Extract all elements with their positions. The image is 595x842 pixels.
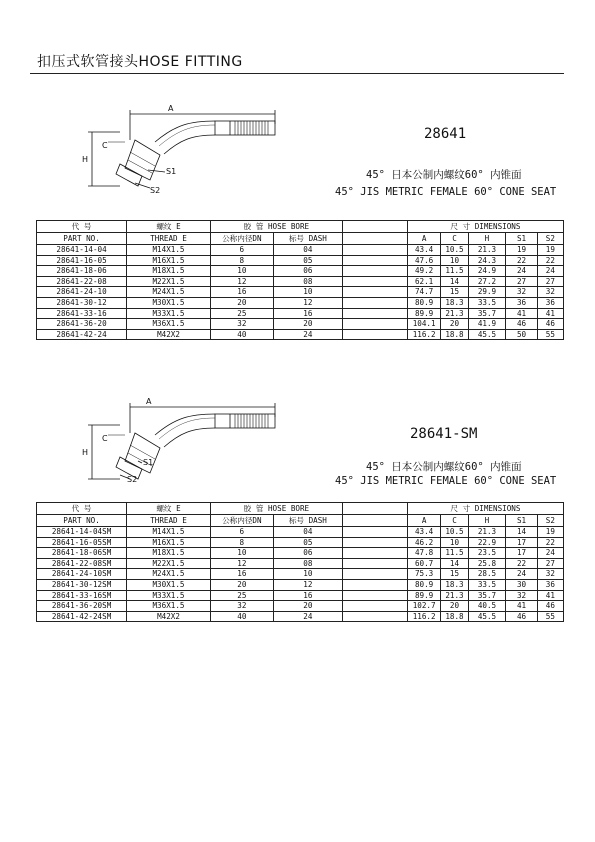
cell-dn: 10 bbox=[210, 548, 273, 559]
spacer-cell bbox=[342, 319, 407, 330]
cell-h: 40.5 bbox=[468, 601, 506, 612]
cell-dn: 16 bbox=[210, 569, 273, 580]
cell-dash: 08 bbox=[273, 276, 342, 287]
cell-s1: 50 bbox=[506, 329, 537, 340]
table-subheader-row bbox=[37, 515, 564, 527]
header-s2: S2 bbox=[537, 515, 563, 527]
table-row bbox=[37, 329, 564, 340]
cell-thread: M42X2 bbox=[127, 611, 211, 622]
cell-s1: 30 bbox=[506, 579, 537, 590]
header-spacer bbox=[342, 515, 407, 527]
table-row bbox=[37, 276, 564, 287]
table-row bbox=[37, 287, 564, 298]
cell-dash: 06 bbox=[273, 548, 342, 559]
cell-a: 74.7 bbox=[407, 287, 441, 298]
cell-s1: 17 bbox=[506, 548, 537, 559]
cell-part-no: 28641-18-06 bbox=[37, 266, 127, 277]
dim-h-label: H bbox=[82, 448, 89, 457]
cell-a: 60.7 bbox=[407, 558, 441, 569]
cell-s1: 17 bbox=[506, 537, 537, 548]
dim-s2-label: S2 bbox=[150, 186, 161, 195]
cell-dn: 20 bbox=[210, 297, 273, 308]
cell-part-no: 28641-18-06SM bbox=[37, 548, 127, 559]
cell-h: 29.9 bbox=[468, 287, 506, 298]
header-thread: 螺纹 E bbox=[127, 221, 211, 233]
cell-s1: 27 bbox=[506, 276, 537, 287]
header-part-no: PART NO. bbox=[37, 233, 127, 245]
cell-thread: M36X1.5 bbox=[127, 319, 211, 330]
cell-dn: 8 bbox=[210, 255, 273, 266]
table-row bbox=[37, 297, 564, 308]
description-en: 45° JIS METRIC FEMALE 60° CONE SEAT bbox=[335, 186, 557, 198]
dim-s1-label: S1 bbox=[166, 167, 177, 176]
cell-part-no: 28641-22-08SM bbox=[37, 558, 127, 569]
spacer-cell bbox=[342, 611, 407, 622]
cell-c: 11.5 bbox=[441, 266, 468, 277]
cell-thread: M33X1.5 bbox=[127, 590, 211, 601]
cell-h: 22.9 bbox=[468, 537, 506, 548]
cell-s1: 32 bbox=[506, 287, 537, 298]
cell-thread: M24X1.5 bbox=[127, 569, 211, 580]
cell-a: 102.7 bbox=[407, 601, 441, 612]
cell-dn: 6 bbox=[210, 245, 273, 256]
cell-s1: 24 bbox=[506, 569, 537, 580]
cell-dn: 6 bbox=[210, 527, 273, 538]
cell-s2: 41 bbox=[537, 308, 563, 319]
cell-dn: 16 bbox=[210, 287, 273, 298]
spacer-cell bbox=[342, 579, 407, 590]
cell-dn: 25 bbox=[210, 308, 273, 319]
page-title: 扣压式软管接头HOSE FITTING bbox=[37, 54, 243, 70]
header-thread: 螺纹 E bbox=[127, 503, 211, 515]
cell-thread: M24X1.5 bbox=[127, 287, 211, 298]
cell-a: 80.9 bbox=[407, 579, 441, 590]
cell-thread: M30X1.5 bbox=[127, 297, 211, 308]
cell-thread: M16X1.5 bbox=[127, 255, 211, 266]
cell-dash: 04 bbox=[273, 245, 342, 256]
table-subheader-row bbox=[37, 233, 564, 245]
cell-c: 15 bbox=[441, 569, 468, 580]
description-cn: 45° 日本公制内螺纹60° 内锥面 bbox=[366, 461, 522, 473]
table-row bbox=[37, 611, 564, 622]
cell-c: 14 bbox=[441, 276, 468, 287]
cell-thread: M22X1.5 bbox=[127, 276, 211, 287]
cell-s2: 46 bbox=[537, 319, 563, 330]
cell-c: 20 bbox=[441, 601, 468, 612]
cell-s1: 14 bbox=[506, 527, 537, 538]
cell-thread: M18X1.5 bbox=[127, 548, 211, 559]
cell-a: 80.9 bbox=[407, 297, 441, 308]
header-code: 代 号 bbox=[37, 221, 127, 233]
cell-a: 47.8 bbox=[407, 548, 441, 559]
cell-c: 14 bbox=[441, 558, 468, 569]
cell-dash: 10 bbox=[273, 569, 342, 580]
table-row bbox=[37, 548, 564, 559]
cell-dash: 05 bbox=[273, 255, 342, 266]
cell-h: 21.3 bbox=[468, 245, 506, 256]
cell-h: 35.7 bbox=[468, 308, 506, 319]
cell-dash: 12 bbox=[273, 579, 342, 590]
cell-dn: 8 bbox=[210, 537, 273, 548]
cell-part-no: 28641-14-04 bbox=[37, 245, 127, 256]
cell-a: 46.2 bbox=[407, 537, 441, 548]
cell-s1: 36 bbox=[506, 297, 537, 308]
cell-s2: 22 bbox=[537, 255, 563, 266]
cell-c: 21.3 bbox=[441, 308, 468, 319]
spacer-cell bbox=[342, 590, 407, 601]
cell-dash: 10 bbox=[273, 287, 342, 298]
cell-h: 45.5 bbox=[468, 611, 506, 622]
spacer-cell bbox=[342, 548, 407, 559]
description-en: 45° JIS METRIC FEMALE 60° CONE SEAT bbox=[335, 475, 557, 487]
cell-dash: 06 bbox=[273, 266, 342, 277]
cell-part-no: 28641-22-08 bbox=[37, 276, 127, 287]
cell-s2: 32 bbox=[537, 569, 563, 580]
spacer-cell bbox=[342, 537, 407, 548]
table-row bbox=[37, 245, 564, 256]
cell-a: 104.1 bbox=[407, 319, 441, 330]
cell-dash: 24 bbox=[273, 611, 342, 622]
description-cn: 45° 日本公制内螺纹60° 内锥面 bbox=[366, 169, 522, 181]
cell-c: 11.5 bbox=[441, 548, 468, 559]
spacer-cell bbox=[342, 569, 407, 580]
cell-h: 41.9 bbox=[468, 319, 506, 330]
table-row bbox=[37, 579, 564, 590]
dim-c-label: C bbox=[102, 434, 108, 443]
cell-dn: 12 bbox=[210, 558, 273, 569]
spacer-cell bbox=[342, 308, 407, 319]
cell-thread: M33X1.5 bbox=[127, 308, 211, 319]
spacer-cell bbox=[342, 527, 407, 538]
header-h: H bbox=[468, 233, 506, 245]
header-spacer bbox=[342, 221, 407, 233]
cell-h: 45.5 bbox=[468, 329, 506, 340]
cell-h: 35.7 bbox=[468, 590, 506, 601]
cell-s2: 55 bbox=[537, 329, 563, 340]
cell-part-no: 28641-24-10SM bbox=[37, 569, 127, 580]
spacer-cell bbox=[342, 255, 407, 266]
header-c: C bbox=[441, 515, 468, 527]
cell-part-no: 28641-42-24 bbox=[37, 329, 127, 340]
cell-c: 18.3 bbox=[441, 579, 468, 590]
cell-thread: M30X1.5 bbox=[127, 579, 211, 590]
cell-dash: 04 bbox=[273, 527, 342, 538]
cell-dn: 10 bbox=[210, 266, 273, 277]
cell-s2: 41 bbox=[537, 590, 563, 601]
spec-table-1 bbox=[36, 220, 564, 340]
spacer-cell bbox=[342, 329, 407, 340]
cell-s1: 32 bbox=[506, 590, 537, 601]
cell-a: 47.6 bbox=[407, 255, 441, 266]
cell-a: 43.4 bbox=[407, 245, 441, 256]
cell-a: 43.4 bbox=[407, 527, 441, 538]
cell-s2: 36 bbox=[537, 579, 563, 590]
cell-part-no: 28641-30-12SM bbox=[37, 579, 127, 590]
header-dash: 标号 DASH bbox=[273, 233, 342, 245]
cell-dash: 16 bbox=[273, 308, 342, 319]
cell-c: 20 bbox=[441, 319, 468, 330]
table-row bbox=[37, 601, 564, 612]
cell-thread: M14X1.5 bbox=[127, 527, 211, 538]
header-thread-e: THREAD E bbox=[127, 515, 211, 527]
cell-c: 10 bbox=[441, 537, 468, 548]
spacer-cell bbox=[342, 558, 407, 569]
cell-dn: 40 bbox=[210, 611, 273, 622]
header-s2: S2 bbox=[537, 233, 563, 245]
cell-part-no: 28641-16-05 bbox=[37, 255, 127, 266]
cell-dash: 24 bbox=[273, 329, 342, 340]
cell-c: 10.5 bbox=[441, 527, 468, 538]
cell-dn: 25 bbox=[210, 590, 273, 601]
dim-c-label: C bbox=[102, 141, 108, 150]
cell-part-no: 28641-33-16 bbox=[37, 308, 127, 319]
cell-a: 89.9 bbox=[407, 308, 441, 319]
cell-a: 116.2 bbox=[407, 611, 441, 622]
cell-s2: 24 bbox=[537, 266, 563, 277]
table-row bbox=[37, 319, 564, 330]
cell-dash: 12 bbox=[273, 297, 342, 308]
cell-h: 33.5 bbox=[468, 297, 506, 308]
header-dimensions: 尺 寸 DIMENSIONS bbox=[407, 503, 563, 515]
cell-part-no: 28641-24-10 bbox=[37, 287, 127, 298]
cell-h: 23.5 bbox=[468, 548, 506, 559]
cell-s2: 36 bbox=[537, 297, 563, 308]
cell-h: 24.9 bbox=[468, 266, 506, 277]
table-row bbox=[37, 569, 564, 580]
header-hose-bore: 胶 管 HOSE BORE bbox=[210, 221, 342, 233]
cell-part-no: 28641-14-04SM bbox=[37, 527, 127, 538]
cell-dash: 16 bbox=[273, 590, 342, 601]
table-row bbox=[37, 308, 564, 319]
cell-s1: 22 bbox=[506, 255, 537, 266]
cell-a: 89.9 bbox=[407, 590, 441, 601]
table-row bbox=[37, 537, 564, 548]
table-header-row bbox=[37, 221, 564, 233]
title-divider bbox=[30, 73, 564, 74]
cell-part-no: 28641-33-16SM bbox=[37, 590, 127, 601]
cell-dn: 12 bbox=[210, 276, 273, 287]
cell-s2: 27 bbox=[537, 276, 563, 287]
header-dimensions: 尺 寸 DIMENSIONS bbox=[407, 221, 563, 233]
spacer-cell bbox=[342, 297, 407, 308]
cell-h: 21.3 bbox=[468, 527, 506, 538]
dim-s2-label: S2 bbox=[127, 475, 138, 484]
header-dn: 公称内径DN bbox=[210, 233, 273, 245]
spacer-cell bbox=[342, 601, 407, 612]
cell-dash: 20 bbox=[273, 319, 342, 330]
model-number: 28641-SM bbox=[410, 426, 478, 442]
fitting-diagram-2 bbox=[80, 393, 290, 493]
cell-dn: 32 bbox=[210, 319, 273, 330]
spacer-cell bbox=[342, 266, 407, 277]
header-h: H bbox=[468, 515, 506, 527]
cell-thread: M16X1.5 bbox=[127, 537, 211, 548]
cell-thread: M42X2 bbox=[127, 329, 211, 340]
cell-s2: 19 bbox=[537, 245, 563, 256]
cell-c: 10 bbox=[441, 255, 468, 266]
spec-table-2 bbox=[36, 502, 564, 622]
cell-dash: 05 bbox=[273, 537, 342, 548]
table-row bbox=[37, 558, 564, 569]
dim-a-label: A bbox=[146, 397, 152, 406]
cell-h: 24.3 bbox=[468, 255, 506, 266]
cell-dn: 20 bbox=[210, 579, 273, 590]
fitting-diagram-1 bbox=[80, 100, 290, 200]
cell-s2: 32 bbox=[537, 287, 563, 298]
cell-s1: 41 bbox=[506, 601, 537, 612]
cell-c: 10.5 bbox=[441, 245, 468, 256]
cell-a: 116.2 bbox=[407, 329, 441, 340]
cell-s2: 46 bbox=[537, 601, 563, 612]
cell-part-no: 28641-42-24SM bbox=[37, 611, 127, 622]
cell-c: 18.3 bbox=[441, 297, 468, 308]
cell-c: 21.3 bbox=[441, 590, 468, 601]
cell-thread: M22X1.5 bbox=[127, 558, 211, 569]
header-thread-e: THREAD E bbox=[127, 233, 211, 245]
spacer-cell bbox=[342, 276, 407, 287]
cell-s1: 41 bbox=[506, 308, 537, 319]
header-spacer bbox=[342, 233, 407, 245]
cell-s2: 27 bbox=[537, 558, 563, 569]
header-code: 代 号 bbox=[37, 503, 127, 515]
cell-s1: 19 bbox=[506, 245, 537, 256]
table-header-row bbox=[37, 503, 564, 515]
cell-h: 27.2 bbox=[468, 276, 506, 287]
cell-s2: 24 bbox=[537, 548, 563, 559]
header-a: A bbox=[407, 515, 441, 527]
cell-part-no: 28641-30-12 bbox=[37, 297, 127, 308]
cell-h: 28.5 bbox=[468, 569, 506, 580]
header-hose-bore: 胶 管 HOSE BORE bbox=[210, 503, 342, 515]
cell-thread: M18X1.5 bbox=[127, 266, 211, 277]
dim-a-label: A bbox=[168, 104, 174, 113]
header-a: A bbox=[407, 233, 441, 245]
cell-thread: M14X1.5 bbox=[127, 245, 211, 256]
spacer-cell bbox=[342, 245, 407, 256]
cell-part-no: 28641-36-20 bbox=[37, 319, 127, 330]
header-part-no: PART NO. bbox=[37, 515, 127, 527]
cell-s1: 22 bbox=[506, 558, 537, 569]
cell-c: 15 bbox=[441, 287, 468, 298]
dim-h-label: H bbox=[82, 155, 89, 164]
header-dash: 标号 DASH bbox=[273, 515, 342, 527]
cell-a: 49.2 bbox=[407, 266, 441, 277]
header-s1: S1 bbox=[506, 515, 537, 527]
cell-dn: 32 bbox=[210, 601, 273, 612]
cell-a: 62.1 bbox=[407, 276, 441, 287]
cell-dash: 20 bbox=[273, 601, 342, 612]
table-row bbox=[37, 266, 564, 277]
cell-h: 33.5 bbox=[468, 579, 506, 590]
model-number: 28641 bbox=[424, 126, 467, 142]
cell-dn: 40 bbox=[210, 329, 273, 340]
cell-s1: 46 bbox=[506, 319, 537, 330]
spacer-cell bbox=[342, 287, 407, 298]
header-dn: 公称内径DN bbox=[210, 515, 273, 527]
header-c: C bbox=[441, 233, 468, 245]
cell-a: 75.3 bbox=[407, 569, 441, 580]
cell-part-no: 28641-36-20SM bbox=[37, 601, 127, 612]
table-row bbox=[37, 527, 564, 538]
cell-s1: 46 bbox=[506, 611, 537, 622]
cell-dash: 08 bbox=[273, 558, 342, 569]
cell-s2: 22 bbox=[537, 537, 563, 548]
cell-s2: 55 bbox=[537, 611, 563, 622]
cell-c: 18.8 bbox=[441, 611, 468, 622]
header-spacer bbox=[342, 503, 407, 515]
cell-thread: M36X1.5 bbox=[127, 601, 211, 612]
table-row bbox=[37, 255, 564, 266]
header-s1: S1 bbox=[506, 233, 537, 245]
dim-s1-label: S1 bbox=[143, 458, 154, 467]
cell-part-no: 28641-16-05SM bbox=[37, 537, 127, 548]
table-row bbox=[37, 590, 564, 601]
cell-s1: 24 bbox=[506, 266, 537, 277]
cell-h: 25.8 bbox=[468, 558, 506, 569]
cell-s2: 19 bbox=[537, 527, 563, 538]
cell-c: 18.8 bbox=[441, 329, 468, 340]
